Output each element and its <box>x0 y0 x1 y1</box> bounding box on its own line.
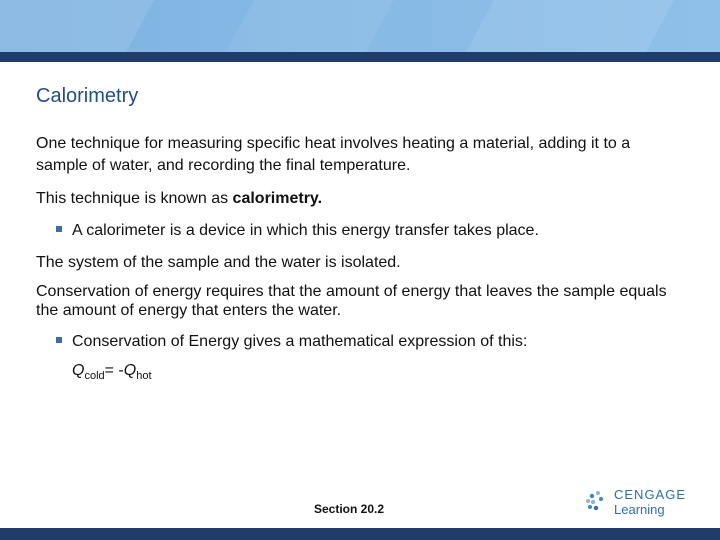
paragraph-technique: One technique for measuring specific heat involves heating a material, adding it to a sample of water, and recording the final temperature. <box>36 135 631 174</box>
bullet-calorimeter <box>56 220 696 242</box>
formula-sub-cold: cold <box>84 370 105 383</box>
banner-facet <box>466 0 674 52</box>
logo-cengage-text: CENGAGE <box>614 487 687 502</box>
top-bar <box>0 52 720 62</box>
bullet-conservation <box>56 331 696 353</box>
heat-formula <box>72 362 152 382</box>
paragraph-conservation: Conservation of energy requires that the amount of energy that leaves the sample equals the amount of energy that enters the water. <box>36 283 667 319</box>
top-banner <box>0 0 720 52</box>
cengage-dots-icon <box>582 488 612 518</box>
slide-title: Calorimetry <box>36 85 139 107</box>
cengage-logo <box>582 485 692 521</box>
formula-equals: = - <box>104 362 124 379</box>
bullet-square-icon <box>56 226 62 232</box>
bullet-conservation-text: Conservation of Energy gives a mathematical expression of this: <box>72 333 528 350</box>
bullet-calorimeter-text: A calorimeter is a device in which this energy transfer takes place. <box>72 222 539 239</box>
paragraph-calorimetry <box>36 188 686 210</box>
paragraph-calorimetry-text: This technique is known as <box>36 190 233 207</box>
formula-q-cold: Q <box>72 362 85 379</box>
section-label: Section 20.2 <box>314 502 385 516</box>
calorimetry-term: calorimetry. <box>232 190 323 207</box>
bullet-square-icon <box>56 337 62 343</box>
banner-facet <box>226 0 394 52</box>
bottom-bar <box>0 528 720 540</box>
logo-learning-text: Learning <box>614 502 665 517</box>
formula-sub-hot: hot <box>136 370 152 383</box>
formula-q-hot: Q <box>123 362 137 379</box>
paragraph-isolated: The system of the sample and the water is isolated. <box>36 254 401 271</box>
banner-facet <box>0 0 154 52</box>
